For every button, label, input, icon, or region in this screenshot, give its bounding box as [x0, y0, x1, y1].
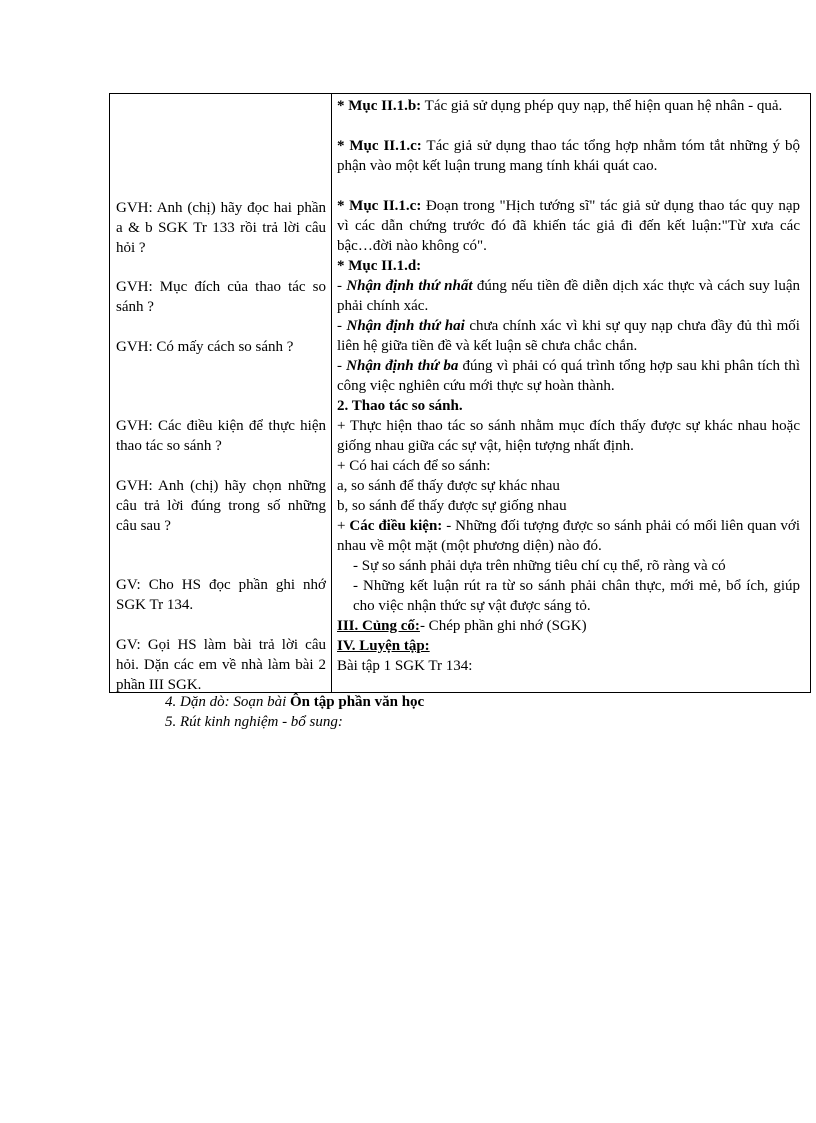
comparison-method-a: a, so sánh để thấy được sự khác nhau — [337, 478, 560, 494]
section-practice-heading: IV. Luyện tập: — [337, 638, 430, 654]
item-ii-1-c-second: * Mục II.1.c: Đoạn trong "Hịch tướng sĩ" tác giả sử dụng thao tác quy nạp vì các dẫn chứng trước đó đã khiến tác giả đi đến kết luận:"Từ xưa các bậc…đời nào không có". — [337, 198, 800, 254]
comparison-method-b: b, so sánh để thấy được sự giống nhau — [337, 498, 567, 514]
lesson-table — [109, 93, 811, 693]
condition-criteria: - Sự so sánh phải dựa trên những tiêu chí cụ thể, rõ ràng và có — [353, 558, 726, 574]
comparison-conditions: + Các điều kiện: - Những đối tượng được so sánh phải có mối liên quan với nhau về một mặt (một phương diện) nào đó. — [337, 518, 800, 554]
judgement-second: - Nhận định thứ hai chưa chính xác vì khi sự quy nạp chưa đầy đủ thì mối liên hệ giữa tiền đề và kết luận sẽ chưa chắc chắn. — [337, 318, 800, 354]
condition-conclusions: - Những kết luận rút ra từ so sánh phải chân thực, mới mẻ, bổ ích, giúp cho việc nhận thức sự vật được sáng tỏ. — [353, 578, 800, 614]
section-comparison-heading: 2. Thao tác so sánh. — [337, 398, 463, 414]
question-read-sections: GVH: Anh (chị) hãy đọc hai phần a & b SGK Tr 133 rồi trả lời câu hỏi ? — [116, 200, 326, 256]
item-ii-1-b: * Mục II.1.b: Tác giả sử dụng phép quy nạp, thể hiện quan hệ nhân - quả. — [337, 98, 783, 114]
item-ii-1-c-first: * Mục II.1.c: Tác giả sử dụng thao tác tổng hợp nhằm tóm tắt những ý bộ phận vào một kết luận trung mang tính khái quát cao. — [337, 138, 800, 174]
question-choose-answers: GVH: Anh (chị) hãy chọn những câu trả lời đúng trong số những câu sau ? — [116, 478, 326, 534]
instruction-read-memo: GV: Cho HS đọc phần ghi nhớ SGK Tr 134. — [116, 577, 326, 613]
homework-line: 4. Dặn dò: Soạn bài Ôn tập phần văn học — [165, 694, 425, 710]
judgement-third: - Nhận định thứ ba đúng vì phải có quá trình tổng hợp sau khi phân tích thì công việc nghiên cứu mới thực sự hoàn thành. — [337, 358, 801, 394]
question-comparison-methods: GVH: Có mấy cách so sánh ? — [116, 339, 294, 355]
experience-line: 5. Rút kinh nghiệm - bổ sung: — [165, 714, 343, 730]
content-column — [332, 94, 810, 692]
question-comparison-purpose: GVH: Mục đích của thao tác so sánh ? — [116, 279, 326, 315]
comparison-purpose: + Thực hiện thao tác so sánh nhằm mục đích thấy được sự khác nhau hoặc giống nhau giữa các sự vật, hiện tượng nhất định. — [337, 418, 800, 454]
section-consolidation: III. Củng cố:- Chép phần ghi nhớ (SGK) — [337, 618, 587, 634]
comparison-methods: + Có hai cách để so sánh: — [337, 458, 491, 474]
judgement-first: - Nhận định thứ nhất đúng nếu tiền đề diễn dịch xác thực và cách suy luận phải chính xác. — [337, 278, 800, 314]
instruction-homework: GV: Gọi HS làm bài trả lời câu hỏi. Dặn các em về nhà làm bài 2 phần III SGK. — [116, 637, 326, 693]
teacher-questions-column — [110, 94, 332, 692]
practice-exercise: Bài tập 1 SGK Tr 134: — [337, 658, 473, 674]
item-ii-1-d: * Mục II.1.d: — [337, 258, 422, 274]
question-comparison-conditions: GVH: Các điều kiện để thực hiện thao tác so sánh ? — [116, 418, 326, 454]
